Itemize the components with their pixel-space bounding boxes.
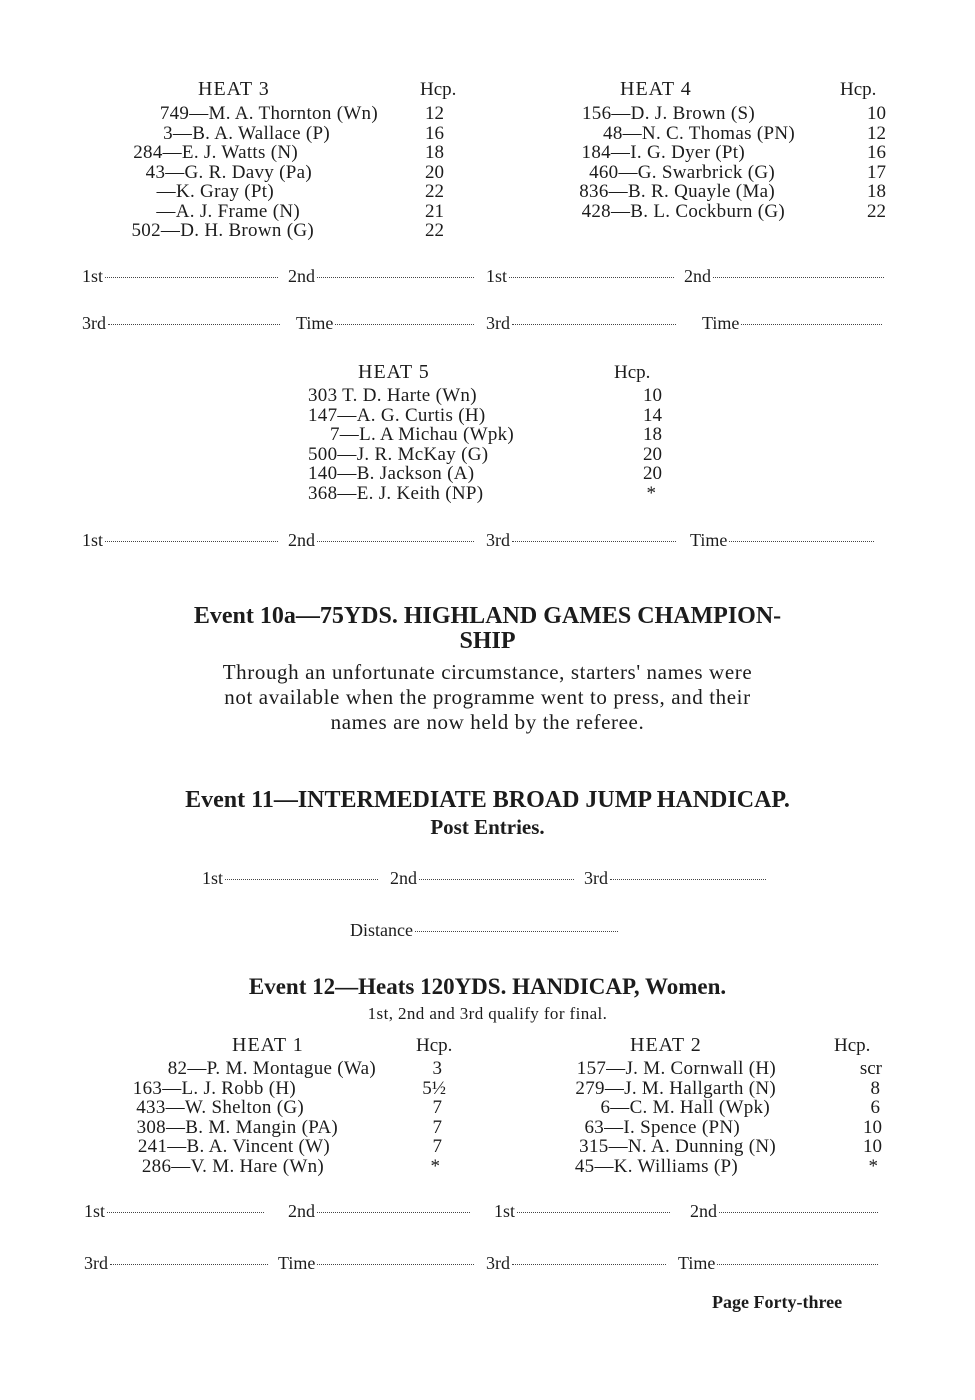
heat5-entries xyxy=(300,386,580,503)
heat3-title: HEAT 3 xyxy=(198,78,270,100)
result-1st-field[interactable] xyxy=(486,266,674,287)
result-2nd-field[interactable] xyxy=(684,266,884,287)
result-3rd-field[interactable] xyxy=(84,1253,268,1274)
hcp-value: 10 xyxy=(867,103,886,124)
label: 2nd xyxy=(390,868,417,888)
list-item: 368—E. J. Keith (NP) xyxy=(308,482,484,504)
result-3rd-field[interactable] xyxy=(486,530,676,551)
label: 2nd xyxy=(684,266,711,286)
result-1st-field[interactable] xyxy=(82,530,278,551)
hcp-value: 12 xyxy=(425,103,444,124)
hcp-value: 10 xyxy=(863,1136,882,1157)
list-item: 48—N. C. Thomas (PN) xyxy=(603,122,795,144)
label: 3rd xyxy=(486,313,510,333)
label: 3rd xyxy=(486,1253,510,1273)
list-item: 284—E. J. Watts (N) xyxy=(133,142,298,163)
label: 3rd xyxy=(584,868,608,888)
heat5-hcp-label: Hcp. xyxy=(614,362,651,383)
hcp-value: 20 xyxy=(643,463,662,484)
result-2nd-field[interactable] xyxy=(690,1201,878,1222)
event10a-title-line2: SHIP xyxy=(459,628,516,654)
result-2nd-field[interactable] xyxy=(288,266,474,287)
hcp-value: 20 xyxy=(425,161,444,183)
hcp-value: 3 xyxy=(432,1058,442,1079)
hcp-value: * xyxy=(430,1155,440,1177)
label: Time xyxy=(296,313,334,333)
label: 1st xyxy=(82,266,104,286)
event12-title: Event 12—Heats 120YDS. HANDICAP, Women. xyxy=(248,974,727,999)
list-item: 303 T. D. Harte (Wn) xyxy=(308,385,477,406)
result-distance-field[interactable] xyxy=(350,920,618,941)
label: 1st xyxy=(84,1201,106,1221)
label: Time xyxy=(678,1253,716,1273)
list-item: 428—B. L. Cockburn (G) xyxy=(581,200,785,222)
notice-line: not available when the programme went to press, and their xyxy=(224,685,751,709)
notice-line: Through an unfortunate circumstance, starters' names were xyxy=(222,660,753,684)
heat3-entries xyxy=(60,104,378,241)
result-time-field[interactable] xyxy=(296,313,474,334)
list-item: 836—B. R. Quayle (Ma) xyxy=(579,181,775,202)
label: 3rd xyxy=(82,313,106,333)
label: 1st xyxy=(494,1201,516,1221)
result-time-field[interactable] xyxy=(702,313,882,334)
label: Time xyxy=(690,530,728,550)
hcp-value: 8 xyxy=(870,1077,880,1099)
list-item: 241—B. A. Vincent (W) xyxy=(137,1136,330,1157)
heat4-hcp-values xyxy=(852,104,886,221)
list-item: 147—A. G. Curtis (H) xyxy=(308,404,486,426)
result-3rd-field[interactable] xyxy=(584,868,766,889)
heat5-title: HEAT 5 xyxy=(358,361,430,383)
heat1-hcp-values xyxy=(412,1059,446,1176)
hcp-value: 10 xyxy=(863,1116,882,1138)
list-item: 286—V. M. Hare (Wn) xyxy=(141,1155,324,1177)
label: 1st xyxy=(202,868,224,888)
list-item: 315—N. A. Dunning (N) xyxy=(579,1136,776,1157)
hcp-value: * xyxy=(646,482,656,504)
hcp-value: 12 xyxy=(867,122,886,144)
list-item: 7—L. A Michau (Wpk) xyxy=(330,424,515,445)
heat2-entries xyxy=(500,1059,776,1176)
hcp-value: 21 xyxy=(425,200,444,222)
list-item: 308—B. M. Mangin (PA) xyxy=(136,1116,338,1138)
event11-subtitle: Post Entries. xyxy=(430,815,545,839)
event10a-notice xyxy=(0,660,975,735)
hcp-value: scr xyxy=(859,1058,882,1079)
result-2nd-field[interactable] xyxy=(288,1201,470,1222)
result-1st-field[interactable] xyxy=(494,1201,670,1222)
list-item: 749—M. A. Thornton (Wn) xyxy=(159,103,378,124)
label: 2nd xyxy=(288,1201,315,1221)
heat2-hcp-values xyxy=(846,1059,882,1176)
heat2-title: HEAT 2 xyxy=(630,1034,702,1056)
page-number: Page Forty-three xyxy=(712,1292,843,1312)
label: 2nd xyxy=(288,530,315,550)
result-time-field[interactable] xyxy=(690,530,874,551)
label: 2nd xyxy=(690,1201,717,1221)
heat1-title: HEAT 1 xyxy=(232,1034,304,1056)
hcp-value: 16 xyxy=(425,122,444,144)
list-item: 157—J. M. Cornwall (H) xyxy=(576,1058,776,1079)
hcp-value: 7 xyxy=(432,1097,442,1118)
notice-line: names are now held by the referee. xyxy=(330,710,645,734)
hcp-value: * xyxy=(868,1155,878,1177)
result-time-field[interactable] xyxy=(278,1253,474,1274)
hcp-value: 10 xyxy=(643,385,662,406)
list-item: —A. J. Frame (N) xyxy=(156,200,300,222)
result-2nd-field[interactable] xyxy=(288,530,474,551)
hcp-value: 5½ xyxy=(422,1077,446,1099)
hcp-value: 18 xyxy=(867,181,886,202)
label: Time xyxy=(702,313,740,333)
event12-subtitle: 1st, 2nd and 3rd qualify for final. xyxy=(367,1004,608,1023)
heat4-entries xyxy=(505,104,795,221)
result-3rd-field[interactable] xyxy=(82,313,280,334)
list-item: —K. Gray (Pt) xyxy=(156,181,274,202)
label: 3rd xyxy=(486,530,510,550)
list-item: 500—J. R. McKay (G) xyxy=(308,443,489,465)
hcp-value: 17 xyxy=(867,161,886,183)
list-item: 82—P. M. Montague (Wa) xyxy=(167,1058,376,1079)
list-item: 460—G. Swarbrick (G) xyxy=(589,161,775,183)
list-item: 163—L. J. Robb (H) xyxy=(132,1077,296,1099)
hcp-value: 7 xyxy=(432,1136,442,1157)
label: Time xyxy=(278,1253,316,1273)
label: 3rd xyxy=(84,1253,108,1273)
event11-title: Event 11—INTERMEDIATE BROAD JUMP HANDICAP. xyxy=(185,787,790,813)
heat3-hcp-values xyxy=(410,104,444,241)
list-item: 433—W. Shelton (G) xyxy=(136,1097,304,1118)
heat2-hcp-label: Hcp. xyxy=(834,1035,871,1056)
list-item: 45—K. Williams (P) xyxy=(574,1155,738,1177)
label: 2nd xyxy=(288,266,315,286)
list-item: 279—J. M. Hallgarth (N) xyxy=(575,1077,776,1099)
list-item: 6—C. M. Hall (Wpk) xyxy=(600,1097,770,1118)
hcp-value: 20 xyxy=(643,443,662,465)
event10a-title xyxy=(0,603,975,655)
list-item: 184—I. G. Dyer (Pt) xyxy=(581,142,745,163)
label: 1st xyxy=(82,530,104,550)
hcp-value: 22 xyxy=(425,220,444,241)
heat1-entries xyxy=(60,1059,376,1176)
heat4-hcp-label: Hcp. xyxy=(840,79,877,100)
hcp-value: 14 xyxy=(643,404,662,426)
list-item: 63—I. Spence (PN) xyxy=(584,1116,740,1138)
result-1st-field[interactable] xyxy=(82,266,278,287)
hcp-value: 7 xyxy=(432,1116,442,1138)
hcp-value: 6 xyxy=(870,1097,880,1118)
result-time-field[interactable] xyxy=(678,1253,878,1274)
event10a-title-line1: Event 10a—75YDS. HIGHLAND GAMES CHAMPION- xyxy=(193,603,782,629)
list-item: 140—B. Jackson (A) xyxy=(308,463,475,484)
hcp-value: 16 xyxy=(867,142,886,163)
heat5-hcp-values xyxy=(628,386,662,503)
list-item: 502—D. H. Brown (G) xyxy=(131,220,314,241)
list-item: 43—G. R. Davy (Pa) xyxy=(145,161,312,183)
list-item: 3—B. A. Wallace (P) xyxy=(163,122,330,144)
heat3-hcp-label: Hcp. xyxy=(420,79,457,100)
hcp-value: 22 xyxy=(867,200,886,222)
hcp-value: 22 xyxy=(425,181,444,202)
hcp-value: 18 xyxy=(643,424,662,445)
label: 1st xyxy=(486,266,508,286)
hcp-value: 18 xyxy=(425,142,444,163)
result-3rd-field[interactable] xyxy=(486,1253,666,1274)
list-item: 156—D. J. Brown (S) xyxy=(581,103,755,124)
result-2nd-field[interactable] xyxy=(390,868,574,889)
heat4-title: HEAT 4 xyxy=(620,78,692,100)
result-3rd-field[interactable] xyxy=(486,313,676,334)
result-1st-field[interactable] xyxy=(202,868,378,889)
heat1-hcp-label: Hcp. xyxy=(416,1035,453,1056)
result-1st-field[interactable] xyxy=(84,1201,264,1222)
label: Distance xyxy=(350,920,413,940)
